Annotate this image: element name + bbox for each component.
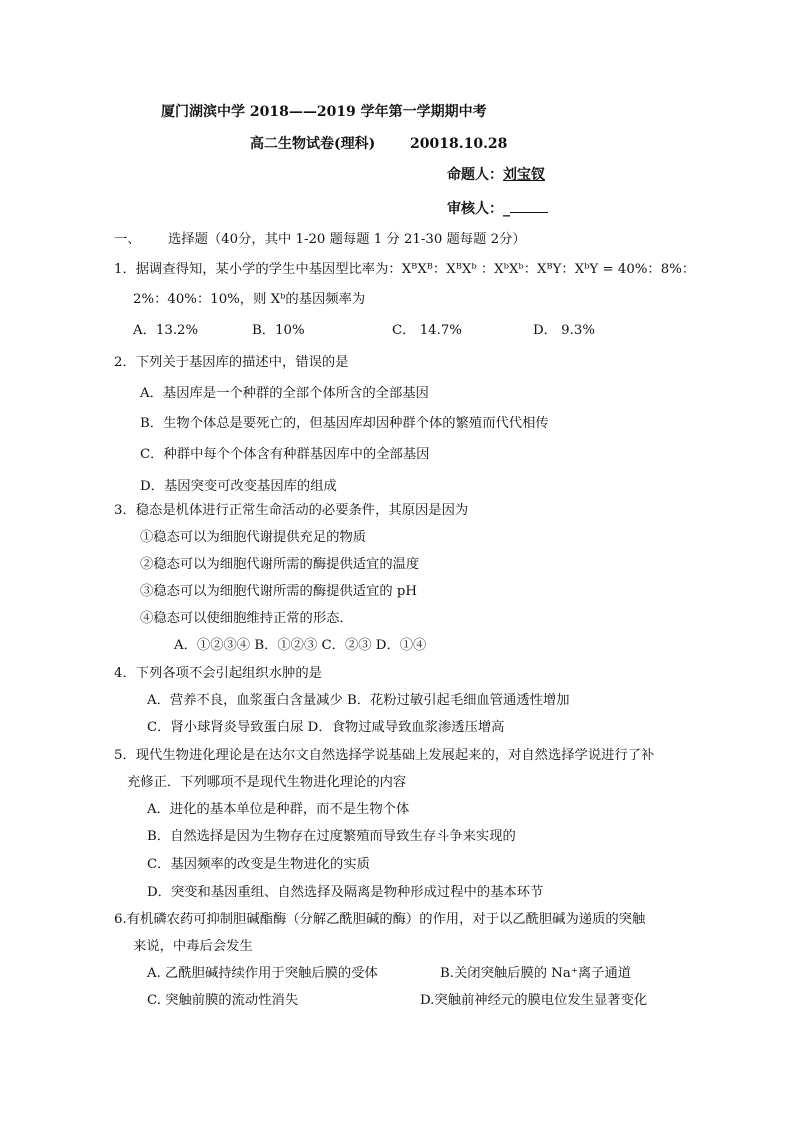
- q4-stem: 4．下列各项不会引起组织水肿的是: [114, 666, 322, 681]
- q3-statement-4: ④稳态可以使细胞维持正常的形态．: [140, 611, 353, 626]
- q5-stem-line2: 充修正．下列哪项不是现代生物进化理论的内容: [127, 775, 407, 790]
- q1-stem-line1: 1．据调查得知，某小学的学生中基因型比率为：XᴮXᴮ：XᴮXᵇ ：XᵇXᵇ：XᴮY：XᵇY = 40%：8%：: [114, 262, 696, 277]
- exam-subtitle: 高二生物试卷(理科): [250, 136, 376, 152]
- q1-option-b: B．10%: [252, 323, 305, 338]
- author-label: 命题人：: [447, 167, 503, 183]
- q5-stem-line1: 5．现代生物进化理论是在达尔文自然选择学说基础上发展起来的，对自然选择学说进行了补: [114, 748, 655, 763]
- q3-statement-1: ①稳态可以为细胞代谢提供充足的物质: [140, 530, 367, 545]
- reviewer-blank: [510, 199, 548, 213]
- q2-option-a: A．基因库是一个种群的全部个体所含的全部基因: [140, 386, 429, 401]
- q4-options-cd: C．肾小球肾炎导致蛋白尿 D．食物过咸导致血浆渗透压增高: [147, 720, 505, 735]
- reviewer-label: 审核人：: [447, 201, 503, 217]
- q3-stem: 3．稳态是机体进行正常生命活动的必要条件，其原因是因为: [114, 503, 469, 518]
- q4-options-ab: A．营养不良，血浆蛋白含量减少 B．花粉过敏引起毛细血管通透性增加: [147, 693, 570, 708]
- q2-stem: 2．下列关于基因库的描述中，错误的是: [114, 355, 349, 370]
- q1-option-c: C． 14.7%: [392, 323, 462, 338]
- q5-option-c: C．基因频率的改变是生物进化的实质: [147, 857, 370, 872]
- q6-option-c: C. 突触前膜的流动性消失: [147, 993, 299, 1008]
- q5-option-a: A．进化的基本单位是种群，而不是生物个体: [147, 802, 410, 817]
- q2-option-b: B．生物个体总是要死亡的，但基因库却因种群个体的繁殖而代代相传: [140, 416, 549, 431]
- section-heading: 选择题（40分，其中 1-20 题每题 1 分 21-30 题每题 2分）: [168, 232, 526, 247]
- exam-date: 20018.10.28: [410, 136, 508, 152]
- q1-option-d: D． 9.3%: [533, 323, 595, 338]
- section-number: 一、: [114, 232, 141, 247]
- q5-option-b: B．自然选择是因为生物存在过度繁殖而导致生存斗争来实现的: [147, 829, 516, 844]
- q6-stem-line1: 6.有机磷农药可抑制胆碱酯酶（分解乙酰胆碱的酶）的作用，对于以乙酰胆碱为递质的突触: [114, 912, 646, 927]
- reviewer-line: [447, 199, 548, 218]
- reviewer-value: _: [503, 201, 510, 217]
- q5-option-d: D．突变和基因重组、自然选择及隔离是物种形成过程中的基本环节: [147, 885, 544, 900]
- q3-statement-2: ②稳态可以为细胞代谢所需的酶提供适宜的温度: [140, 557, 420, 572]
- q3-statement-3: ③稳态可以为细胞代谢所需的酶提供适宜的 pH: [140, 584, 417, 599]
- author-name: 刘宝钗: [503, 167, 545, 183]
- author-line: [447, 166, 545, 184]
- q2-option-c: C．种群中每个个体含有种群基因库中的全部基因: [140, 447, 430, 462]
- q6-stem-line2: 来说，中毒后会发生: [133, 939, 253, 954]
- q6-option-d: D.突触前神经元的膜电位发生显著变化: [420, 993, 648, 1008]
- q1-option-a: A．13.2%: [133, 323, 199, 338]
- q3-options: A．①②③④ B．①②③ C．②③ D．①④: [174, 638, 427, 653]
- q6-option-b: B.关闭突触后膜的 Na⁺离子通道: [440, 966, 632, 981]
- q2-option-d: D．基因突变可改变基因库的组成: [140, 479, 337, 494]
- q6-option-a: A. 乙酰胆碱持续作用于突触后膜的受体: [147, 966, 378, 981]
- exam-title: 厦门湖滨中学 2018——2019 学年第一学期期中考: [161, 104, 487, 120]
- q1-stem-line2: 2%：40%：10%，则 Xᵇ的基因频率为: [133, 292, 366, 307]
